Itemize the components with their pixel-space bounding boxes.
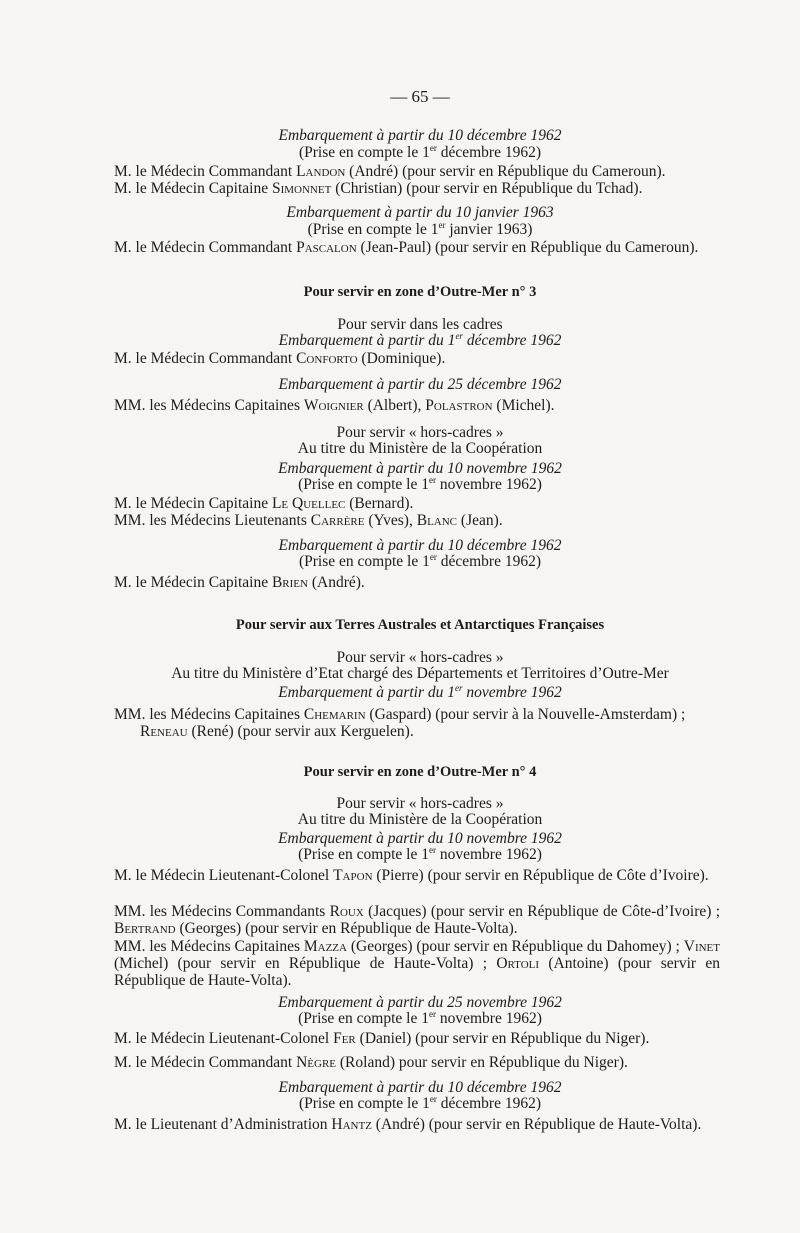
ministry-line: Au titre du Ministère d’Etat chargé des Départements et Territoires d’Outre-Mer: [171, 665, 669, 682]
service-line: Pour servir « hors-cadres »: [336, 424, 504, 441]
assignment-line: M. le Médecin Commandant Pascalon (Jean-Paul) (pour servir en République du Cameroun).: [114, 239, 699, 256]
accounting-date: (Prise en compte le 1er novembre 1962): [298, 474, 542, 493]
accounting-date: (Prise en compte le 1er décembre 1962): [298, 142, 541, 161]
assignment-line: M. le Médecin Capitaine Simonnet (Christian) (pour servir en République du Tchad).: [114, 180, 643, 197]
embarkation-date: Embarquement à partir du 10 janvier 1963: [286, 204, 554, 221]
assignment-line: M. le Médecin Commandant Landon (André) (pour servir en République du Cameroun).: [114, 163, 666, 180]
assignment-line: MM. les Médecins Capitaines Mazza (Georges) (pour servir en République du Dahomey) ; Vinet (Michel) (pour servir en République de Haute-Volta) ; Ortoli (Antoine) (pour servir en République de Haute-Volta).: [114, 938, 720, 989]
assignment-line: MM. les Médecins Capitaines Woignier (Albert), Polastron (Michel).: [114, 397, 555, 414]
assignment-line: MM. les Médecins Capitaines Chemarin (Gaspard) (pour servir à la Nouvelle-Amsterdam) ; Reneau (René) (pour servir aux Kerguelen).: [114, 706, 686, 740]
embarkation-date: Embarquement à partir du 10 décembre 1962: [278, 537, 562, 554]
service-line: Pour servir « hors-cadres »: [336, 649, 504, 666]
embarkation-date: Embarquement à partir du 10 décembre 1962: [278, 127, 562, 144]
ministry-line: Au titre du Ministère de la Coopération: [297, 440, 543, 457]
assignment-line: MM. les Médecins Commandants Roux (Jacques) (pour servir en République de Côte-d’Ivoire) ; Bertrand (Georges) (pour servir en République de Haute-Volta).: [114, 903, 720, 937]
assignment-line: M. le Lieutenant d’Administration Hantz (André) (pour servir en République de Haute-Volta).: [114, 1116, 702, 1133]
embarkation-date: Embarquement à partir du 25 décembre 1962: [278, 376, 562, 393]
embarkation-date: Embarquement à partir du 25 novembre 1962: [278, 994, 562, 1011]
embarkation-date: Embarquement à partir du 1er novembre 1962: [278, 682, 562, 701]
accounting-date: (Prise en compte le 1er novembre 1962): [298, 844, 542, 863]
section-heading: Pour servir aux Terres Australes et Antarctiques Françaises: [235, 617, 605, 633]
assignment-line: M. le Médecin Commandant Conforto (Dominique).: [114, 350, 446, 367]
ministry-line: Au titre du Ministère de la Coopération: [297, 811, 543, 828]
page-number: — 65 —: [390, 87, 450, 106]
section-heading: Pour servir en zone d’Outre-Mer n° 3: [303, 284, 537, 300]
assignment-line: M. le Médecin Lieutenant-Colonel Fer (Daniel) (pour servir en République du Niger).: [114, 1030, 650, 1047]
section-heading: Pour servir en zone d’Outre-Mer n° 4: [303, 764, 537, 780]
accounting-date: (Prise en compte le 1er décembre 1962): [298, 1093, 541, 1112]
accounting-date: (Prise en compte le 1er décembre 1962): [298, 551, 541, 570]
embarkation-date: Embarquement à partir du 1er décembre 1962: [278, 330, 562, 349]
assignment-line: M. le Médecin Capitaine Brien (André).: [114, 574, 365, 591]
assignment-line: M. le Médecin Capitaine Le Quellec (Bernard).: [114, 495, 414, 512]
embarkation-date: Embarquement à partir du 10 décembre 1962: [278, 1079, 562, 1096]
accounting-date: (Prise en compte le 1er janvier 1963): [307, 219, 533, 238]
assignment-line: MM. les Médecins Lieutenants Carrère (Yves), Blanc (Jean).: [114, 512, 503, 529]
assignment-line: M. le Médecin Commandant Nègre (Roland) pour servir en République du Niger).: [114, 1054, 628, 1071]
service-line: Pour servir dans les cadres: [337, 316, 503, 333]
embarkation-date: Embarquement à partir du 10 novembre 1962: [278, 830, 562, 847]
service-line: Pour servir « hors-cadres »: [336, 795, 504, 812]
embarkation-date: Embarquement à partir du 10 novembre 1962: [278, 460, 562, 477]
assignment-line: M. le Médecin Lieutenant-Colonel Tapon (Pierre) (pour servir en République de Côte d’Ivoire).: [114, 867, 709, 884]
accounting-date: (Prise en compte le 1er novembre 1962): [298, 1008, 542, 1027]
